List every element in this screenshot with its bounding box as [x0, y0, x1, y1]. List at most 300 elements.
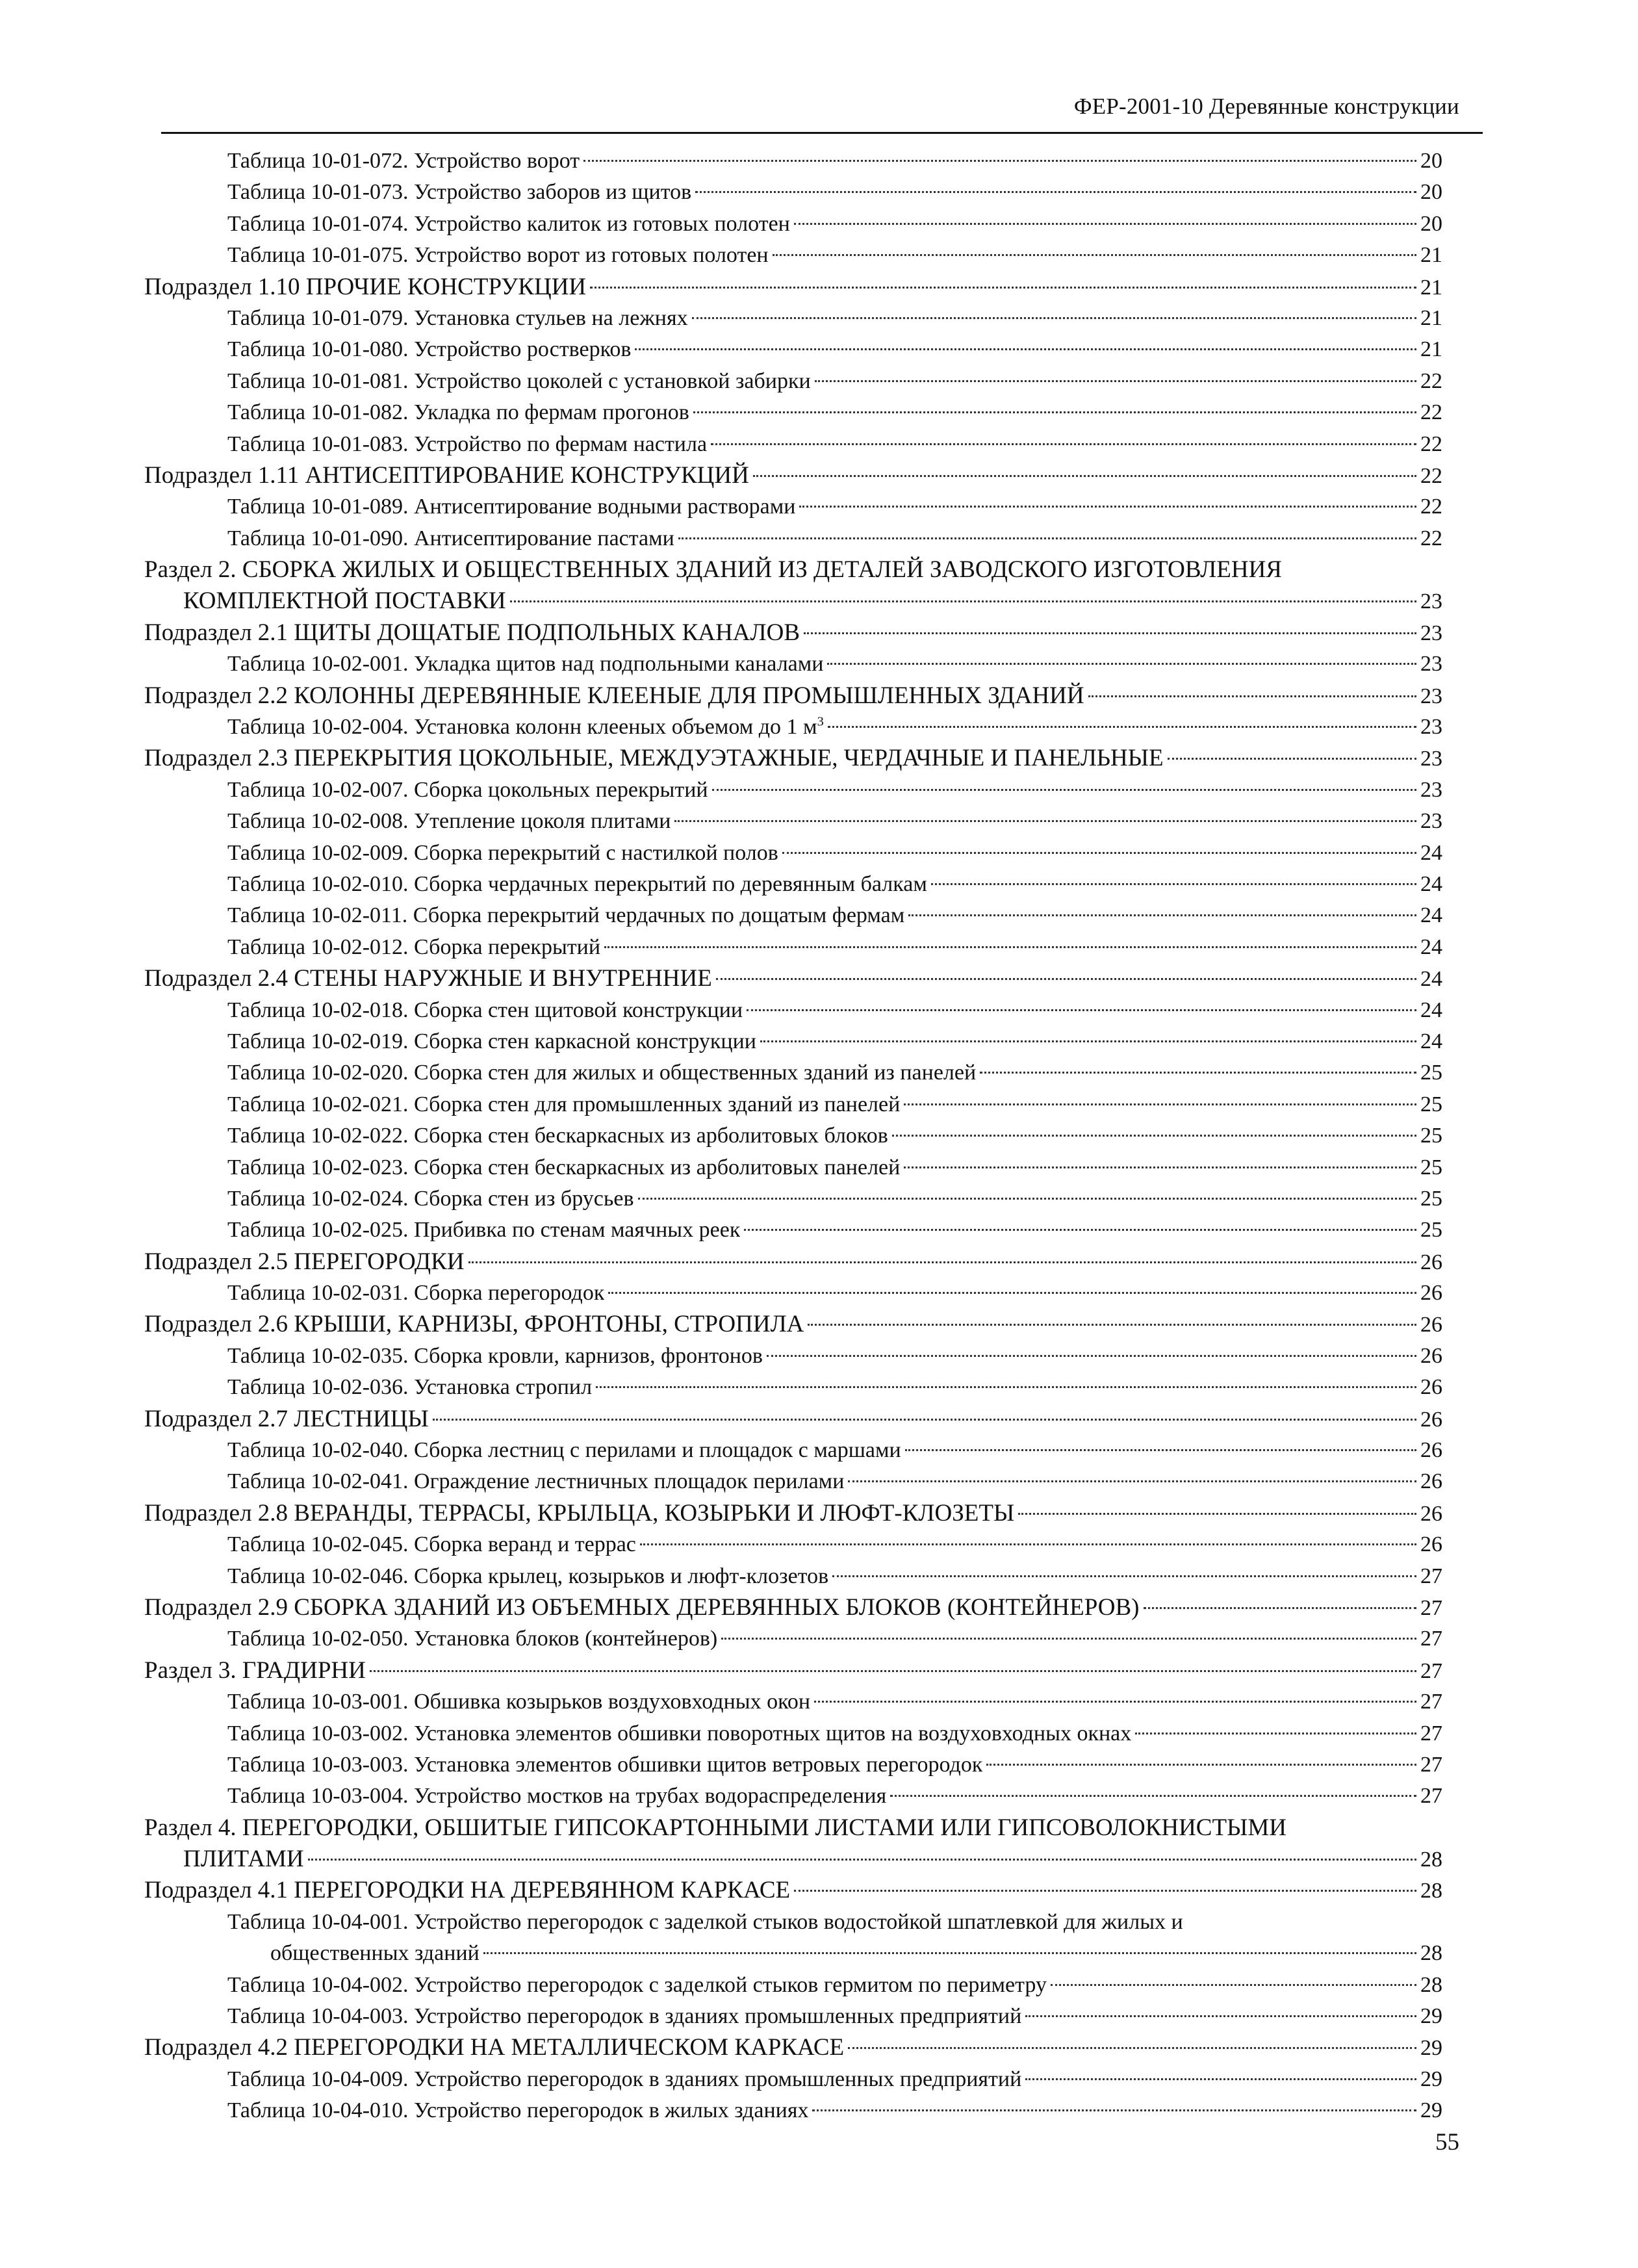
toc-entry-label [144, 460, 749, 491]
toc-dot-leader [1051, 1984, 1416, 1986]
toc-page-number: 27 [1420, 1784, 1442, 1809]
toc-entry-label [227, 1561, 828, 1592]
toc-dot-leader [799, 506, 1416, 508]
toc-entry-text: Подраздел 1.10 ПРОЧИЕ КОНСТРУКЦИИ [144, 273, 587, 300]
toc-page-number: 25 [1420, 1218, 1442, 1243]
toc-entry-label [227, 712, 824, 743]
toc-page-number: 22 [1420, 495, 1442, 519]
toc-table-entry[interactable] [144, 1183, 1442, 1215]
toc-page-number: 24 [1420, 934, 1442, 959]
toc-dot-leader [747, 1009, 1416, 1011]
toc-section-entry[interactable] [144, 586, 1442, 617]
toc-dot-leader [1144, 1607, 1417, 1609]
toc-page-number: 21 [1420, 243, 1442, 268]
toc-entry-text: Таблица 10-04-003. Устройство перегородок в зданиях промышленных предприятий [227, 2004, 1022, 2029]
toc-dot-leader [904, 1103, 1416, 1105]
toc-dot-leader [812, 2109, 1416, 2111]
toc-entry-text: Таблица 10-02-012. Сборка перекрытий [227, 934, 601, 959]
toc-entry-text: Таблица 10-02-004. Установка колонн клееных объемом до 1 м [227, 715, 817, 740]
toc-entry-text: Таблица 10-04-001. Устройство перегородок с заделкой стыков водостойкой шпатлевкой для жилых и [227, 1909, 1183, 1934]
toc-dot-leader [370, 1670, 1416, 1672]
toc-entry-label [183, 586, 506, 617]
toc-section-entry[interactable] [144, 1844, 1442, 1875]
toc-table-entry[interactable] [144, 806, 1442, 837]
toc-entry-label [227, 1529, 636, 1560]
toc-page-number: 29 [1420, 2004, 1442, 2029]
toc-table-entry[interactable] [144, 240, 1442, 271]
toc-table-entry[interactable] [144, 1561, 1442, 1592]
toc-dot-leader [892, 1135, 1416, 1137]
toc-section-entry[interactable] [144, 1309, 1442, 1340]
toc-dot-leader [804, 632, 1416, 634]
toc-entry-text: Подраздел 2.6 КРЫШИ, КАРНИЗЫ, ФРОНТОНЫ, СТРОПИЛА [144, 1311, 804, 1338]
toc-page-number: 25 [1420, 1155, 1442, 1179]
toc-page-number: 22 [1420, 463, 1442, 488]
toc-section-entry[interactable] [144, 1655, 1442, 1686]
toc-entry-text: Подраздел 2.4 СТЕНЫ НАРУЖНЫЕ И ВНУТРЕННИЕ [144, 965, 712, 992]
toc-entry-text: Таблица 10-02-007. Сборка цокольных перекрытий [227, 777, 708, 802]
toc-table-entry[interactable] [144, 397, 1442, 428]
toc-entry-label [227, 649, 823, 680]
toc-entry-text: Таблица 10-01-089. Антисептирование водными растворами [227, 495, 796, 519]
toc-page-number: 20 [1420, 180, 1442, 205]
toc-dot-leader [980, 1072, 1416, 1074]
toc-entry-label [227, 1026, 756, 1057]
toc-entry-label [227, 240, 769, 271]
toc-entry-label [227, 366, 811, 397]
toc-dot-leader [760, 1040, 1416, 1042]
toc-dot-leader [596, 1386, 1416, 1388]
toc-entry-label [227, 1089, 900, 1120]
toc-entry-label [270, 1938, 480, 1969]
toc-entry-text: Таблица 10-03-002. Установка элементов обшивки поворотных щитов на воздуховходных окнах [227, 1721, 1132, 1746]
toc-entry-text: Таблица 10-02-036. Установка стропил [227, 1375, 593, 1400]
toc-table-entry[interactable] [144, 1686, 1442, 1718]
toc-entry-text: Таблица 10-02-020. Сборка стен для жилых и общественных зданий из панелей [227, 1061, 977, 1085]
toc-entry-label [183, 1844, 304, 1875]
toc-section-entry[interactable] [144, 1246, 1442, 1278]
toc-section-entry[interactable] [144, 1875, 1442, 1906]
toc-entry-text: Таблица 10-02-031. Сборка перегородок [227, 1281, 605, 1306]
toc-page-number: 22 [1420, 432, 1442, 456]
toc-dot-leader [590, 287, 1416, 289]
toc-section-entry[interactable] [144, 272, 1442, 303]
toc-table-entry[interactable] [144, 1372, 1442, 1403]
toc-table-entry[interactable] [144, 303, 1442, 334]
toc-entry-text: Таблица 10-02-021. Сборка стен для промышленных зданий из панелей [227, 1092, 901, 1116]
document-title: ФЕР-2001-10 Деревянные конструкции [1073, 94, 1459, 119]
toc-dot-leader [678, 537, 1416, 539]
toc-entry-label [144, 680, 1084, 712]
toc-section-entry[interactable] [144, 554, 1442, 586]
toc-page-number: 25 [1420, 1092, 1442, 1116]
toc-dot-leader [433, 1419, 1416, 1421]
toc-entry-text: Подраздел 2.5 ПЕРЕГОРОДКИ [144, 1248, 465, 1275]
table-of-contents [144, 146, 1442, 2127]
toc-dot-leader [693, 411, 1416, 413]
toc-table-entry[interactable] [144, 491, 1442, 522]
toc-table-entry[interactable] [144, 1466, 1442, 1497]
toc-entry-text: Таблица 10-01-080. Устройство ростверков [227, 337, 632, 362]
toc-entry-text: Таблица 10-04-009. Устройство перегородок в зданиях промышленных предприятий [227, 2067, 1022, 2091]
toc-table-entry[interactable] [144, 1938, 1442, 1969]
toc-table-entry[interactable] [144, 146, 1442, 177]
toc-section-entry[interactable] [144, 1404, 1442, 1435]
toc-table-entry[interactable] [144, 523, 1442, 554]
toc-section-entry[interactable] [144, 963, 1442, 994]
toc-page-number: 21 [1420, 337, 1442, 362]
toc-entry-text: Таблица 10-02-019. Сборка стен каркасной конструкции [227, 1029, 756, 1053]
toc-page-number: 23 [1420, 747, 1442, 771]
toc-entry-text: Таблица 10-01-083. Устройство по фермам настила [227, 432, 708, 456]
toc-dot-leader [483, 1952, 1416, 1954]
toc-entry-text: Таблица 10-01-082. Укладка по фермам прогонов [227, 400, 689, 425]
toc-page-number: 27 [1420, 1627, 1442, 1651]
toc-entry-label [227, 177, 691, 208]
toc-entry-label [144, 2032, 844, 2063]
toc-entry-text: Таблица 10-01-075. Устройство ворот из готовых полотен [227, 243, 769, 268]
toc-page-number: 26 [1420, 1281, 1442, 1306]
toc-table-entry[interactable] [144, 1970, 1442, 2001]
toc-page-number: 26 [1420, 1532, 1442, 1557]
toc-entry-label [144, 1655, 366, 1686]
toc-page-number: 27 [1420, 1690, 1442, 1714]
toc-dot-leader [931, 883, 1416, 885]
toc-entry-label [227, 397, 689, 428]
toc-entry-label [227, 1686, 810, 1718]
toc-entry-text: Таблица 10-01-090. Антисептирование пастами [227, 526, 674, 550]
toc-table-entry[interactable] [144, 1718, 1442, 1749]
toc-table-entry[interactable] [144, 1623, 1442, 1655]
toc-table-entry[interactable] [144, 1435, 1442, 1466]
toc-table-entry[interactable] [144, 2064, 1442, 2095]
toc-entry-label [144, 1309, 804, 1340]
toc-entry-text: Таблица 10-02-010. Сборка чердачных перекрытий по деревянным балкам [227, 871, 927, 896]
toc-entry-text: Таблица 10-02-046. Сборка крылец, козырьков и люфт-клозетов [227, 1564, 829, 1588]
toc-entry-label [227, 1341, 763, 1372]
toc-page-number: 27 [1420, 1564, 1442, 1588]
toc-entry-label [144, 1498, 1014, 1529]
toc-dot-leader [510, 600, 1416, 602]
toc-dot-leader [890, 1795, 1416, 1797]
toc-table-entry[interactable] [144, 2095, 1442, 2126]
toc-page-number: 22 [1420, 526, 1442, 550]
toc-page-number: 24 [1420, 1029, 1442, 1053]
toc-entry-label [227, 2064, 1021, 2095]
toc-page-number: 27 [1420, 1752, 1442, 1777]
toc-dot-leader [712, 789, 1416, 791]
toc-dot-leader [832, 1575, 1416, 1577]
toc-page-number: 25 [1420, 1124, 1442, 1148]
toc-entry-text: Раздел 2. СБОРКА ЖИЛЫХ И ОБЩЕСТВЕННЫХ ЗДАНИЙ ИЗ ДЕТАЛЕЙ ЗАВОДСКОГО ИЗГОТОВЛЕНИЯ [144, 556, 1282, 584]
toc-entry-label [144, 554, 1282, 586]
toc-entry-label [227, 1718, 1131, 1749]
toc-entry-label [144, 1246, 465, 1278]
toc-page-number: 22 [1420, 400, 1442, 425]
toc-section-entry[interactable] [144, 2032, 1442, 2063]
toc-entry-label [227, 1215, 740, 1246]
toc-table-entry[interactable] [144, 1749, 1442, 1781]
toc-entry-text: Таблица 10-03-004. Устройство мостков на трубах водораспределения [227, 1784, 887, 1809]
toc-entry-label [227, 1970, 1047, 2001]
toc-entry-label [227, 775, 708, 806]
toc-page-number: 26 [1420, 1469, 1442, 1494]
toc-table-entry[interactable] [144, 177, 1442, 208]
toc-page-number: 27 [1420, 1658, 1442, 1683]
toc-entry-label [227, 303, 688, 334]
toc-dot-leader [1168, 758, 1416, 760]
toc-entry-text: общественных зданий [270, 1941, 480, 1966]
toc-dot-leader [1135, 1733, 1416, 1734]
toc-entry-text: Таблица 10-02-001. Укладка щитов над подпольными каналами [227, 652, 824, 677]
toc-entry-label [227, 932, 600, 963]
header-rule [161, 132, 1483, 134]
toc-page-number: 25 [1420, 1186, 1442, 1211]
toc-entry-text: Таблица 10-02-022. Сборка стен бескаркасных из арболитовых блоков [227, 1124, 888, 1148]
toc-entry-text: Подраздел 1.11 АНТИСЕПТИРОВАНИЕ КОНСТРУКЦИЙ [144, 461, 749, 489]
toc-table-entry[interactable] [144, 1215, 1442, 1246]
toc-page-number: 23 [1420, 621, 1442, 645]
toc-entry-label [227, 1183, 634, 1215]
toc-entry-label [144, 1592, 1140, 1623]
toc-entry-label [227, 429, 707, 460]
toc-page-number: 26 [1420, 1501, 1442, 1526]
toc-table-entry[interactable] [144, 838, 1442, 869]
toc-page-number: 26 [1420, 1375, 1442, 1400]
toc-dot-leader [640, 1543, 1416, 1545]
toc-entry-label [227, 2095, 808, 2126]
toc-entry-text: КОМПЛЕКТНОЙ ПОСТАВКИ [183, 587, 506, 615]
toc-entry-text: Таблица 10-02-041. Ограждение лестничных площадок перилами [227, 1469, 845, 1494]
toc-dot-leader [711, 443, 1416, 445]
toc-entry-text: Таблица 10-04-002. Устройство перегородок с заделкой стыков гермитом по периметру [227, 1972, 1047, 1997]
toc-dot-leader [604, 946, 1416, 948]
toc-table-entry[interactable] [144, 775, 1442, 806]
toc-entry-text: Таблица 10-01-081. Устройство цоколей с установкой забирки [227, 368, 811, 393]
toc-page-number: 26 [1420, 1313, 1442, 1337]
toc-entry-label [227, 900, 904, 931]
toc-entry-text: Таблица 10-03-001. Обшивка козырьков воздуховходных окон [227, 1690, 811, 1714]
toc-dot-leader [848, 2047, 1416, 2049]
toc-dot-leader [716, 978, 1416, 980]
toc-section-entry[interactable] [144, 680, 1442, 712]
toc-table-entry[interactable] [144, 2001, 1442, 2032]
toc-entry-label [227, 995, 743, 1026]
toc-entry-label [227, 1749, 982, 1781]
toc-entry-text: Раздел 4. ПЕРЕГОРОДКИ, ОБШИТЫЕ ГИПСОКАРТОННЫМИ ЛИСТАМИ ИЛИ ГИПСОВОЛОКНИСТЫМИ [144, 1814, 1286, 1841]
toc-dot-leader [905, 1449, 1416, 1451]
toc-page-number: 27 [1420, 1721, 1442, 1746]
toc-page-number: 24 [1420, 967, 1442, 992]
toc-entry-label [227, 1466, 844, 1497]
toc-section-entry[interactable] [144, 743, 1442, 774]
toc-dot-leader [1025, 2015, 1416, 2017]
toc-dot-leader [695, 191, 1416, 193]
toc-dot-leader [815, 380, 1416, 382]
toc-entry-label [227, 2001, 1021, 2032]
toc-entry-label [227, 1372, 592, 1403]
toc-page-number: 26 [1420, 1438, 1442, 1463]
toc-entry-text: Раздел 3. ГРАДИРНИ [144, 1656, 366, 1684]
toc-section-entry[interactable] [144, 617, 1442, 649]
toc-page-number: 24 [1420, 998, 1442, 1022]
toc-page-number: 29 [1420, 2036, 1442, 2061]
toc-entry-text: Таблица 10-02-050. Установка блоков (контейнеров) [227, 1627, 718, 1651]
toc-table-entry[interactable] [144, 1152, 1442, 1183]
page-header [161, 92, 1483, 134]
toc-entry-text: Подраздел 4.2 ПЕРЕГОРОДКИ НА МЕТАЛЛИЧЕСКОМ КАРКАСЕ [144, 2034, 845, 2061]
toc-dot-leader [848, 1480, 1416, 1482]
toc-dot-leader [1088, 695, 1416, 697]
toc-dot-leader [904, 1166, 1416, 1168]
toc-page-number: 26 [1420, 1250, 1442, 1274]
toc-entry-text: Таблица 10-02-025. Прибивка по стенам маячных реек [227, 1218, 741, 1243]
toc-entry-label [144, 1812, 1286, 1844]
toc-dot-leader [828, 726, 1416, 728]
toc-section-entry[interactable] [144, 1498, 1442, 1529]
toc-entry-text: Таблица 10-01-074. Устройство калиток из готовых полотен [227, 211, 790, 236]
toc-table-entry[interactable] [144, 429, 1442, 460]
toc-entry-label [144, 963, 712, 994]
toc-dot-leader [608, 1292, 1416, 1294]
toc-entry-label [227, 146, 580, 177]
toc-table-entry[interactable] [144, 900, 1442, 931]
toc-entry-label [227, 1623, 717, 1655]
toc-dot-leader [814, 1701, 1416, 1703]
toc-page-number: 22 [1420, 368, 1442, 393]
toc-table-entry[interactable] [144, 1057, 1442, 1089]
toc-dot-leader [794, 1890, 1416, 1892]
toc-page-number: 29 [1420, 2067, 1442, 2091]
toc-page-number: 24 [1420, 871, 1442, 896]
toc-page-number: 28 [1420, 1879, 1442, 1903]
toc-section-entry[interactable] [144, 1592, 1442, 1623]
toc-entry-label [227, 838, 778, 869]
toc-entry-label [227, 523, 674, 554]
toc-entry-label [227, 1152, 900, 1183]
toc-entry-label [227, 1781, 886, 1812]
toc-table-entry[interactable] [144, 1341, 1442, 1372]
toc-table-entry[interactable] [144, 1529, 1442, 1560]
toc-page-number: 26 [1420, 1343, 1442, 1368]
toc-section-entry[interactable] [144, 1812, 1442, 1844]
toc-page-number: 20 [1420, 211, 1442, 236]
page-number: 55 [1435, 2129, 1459, 2156]
toc-entry-text: Таблица 10-02-011. Сборка перекрытий чердачных по дощатым фермам [227, 903, 905, 928]
toc-page-number: 28 [1420, 1848, 1442, 1872]
toc-page-number: 27 [1420, 1595, 1442, 1620]
toc-page-number: 24 [1420, 903, 1442, 928]
toc-entry-text: Подраздел 2.8 ВЕРАНДЫ, ТЕРРАСЫ, КРЫЛЬЦА, КОЗЫРЬКИ И ЛЮФТ-КЛОЗЕТЫ [144, 1499, 1015, 1527]
toc-table-entry[interactable] [144, 1781, 1442, 1812]
toc-dot-leader [692, 317, 1416, 319]
toc-entry-label [144, 1404, 429, 1435]
toc-entry-label [227, 1278, 604, 1309]
toc-entry-label [227, 869, 927, 900]
toc-table-entry[interactable] [144, 995, 1442, 1026]
toc-entry-text: Таблица 10-01-072. Устройство ворот [227, 149, 580, 173]
toc-dot-leader [753, 475, 1416, 477]
toc-table-entry[interactable] [144, 932, 1442, 963]
toc-entry-text: Подраздел 2.1 ЩИТЫ ДОЩАТЫЕ ПОДПОЛЬНЫХ КАНАЛОВ [144, 619, 800, 646]
toc-entry-label [227, 209, 790, 240]
toc-page-number: 23 [1420, 715, 1442, 740]
toc-entry-text: Таблица 10-02-024. Сборка стен из брусьев [227, 1186, 634, 1211]
toc-table-entry[interactable] [144, 1907, 1442, 1938]
toc-table-entry[interactable] [144, 209, 1442, 240]
toc-entry-text: Таблица 10-02-035. Сборка кровли, карнизов, фронтонов [227, 1343, 763, 1368]
toc-dot-leader [744, 1229, 1416, 1231]
toc-entry-label [227, 806, 671, 837]
toc-table-entry[interactable] [144, 334, 1442, 365]
toc-page-number: 20 [1420, 149, 1442, 173]
toc-entry-text: Таблица 10-04-010. Устройство перегородок в жилых зданиях [227, 2098, 809, 2123]
toc-entry-label [227, 491, 795, 522]
toc-page-number: 21 [1420, 275, 1442, 300]
toc-dot-leader [308, 1859, 1416, 1861]
toc-page-number: 23 [1420, 684, 1442, 708]
toc-entry-text: Подраздел 4.1 ПЕРЕГОРОДКИ НА ДЕРЕВЯННОМ КАРКАСЕ [144, 1877, 791, 1904]
toc-table-entry[interactable] [144, 1026, 1442, 1057]
toc-entry-text: Таблица 10-02-023. Сборка стен бескаркасных из арболитовых панелей [227, 1155, 901, 1179]
toc-entry-label [227, 1907, 1183, 1938]
toc-page-number: 26 [1420, 1407, 1442, 1432]
toc-page-number: 28 [1420, 1972, 1442, 1997]
toc-entry-label [227, 1435, 901, 1466]
toc-dot-leader [782, 852, 1416, 854]
toc-page-number: 23 [1420, 809, 1442, 834]
toc-dot-leader [794, 223, 1416, 225]
toc-entry-text: ПЛИТАМИ [183, 1846, 304, 1873]
toc-dot-leader [908, 914, 1416, 916]
toc-entry-text: Подраздел 2.3 ПЕРЕКРЫТИЯ ЦОКОЛЬНЫЕ, МЕЖДУЭТАЖНЫЕ, ЧЕРДАЧНЫЕ И ПАНЕЛЬНЫЕ [144, 745, 1164, 772]
toc-table-entry[interactable] [144, 1120, 1442, 1152]
toc-page-number: 21 [1420, 305, 1442, 330]
toc-entry-text: Таблица 10-02-045. Сборка веранд и террас [227, 1532, 636, 1557]
toc-dot-leader [468, 1261, 1416, 1263]
toc-entry-text: Таблица 10-02-040. Сборка лестниц с перилами и площадок с маршами [227, 1438, 901, 1463]
toc-entry-text: Подраздел 2.7 ЛЕСТНИЦЫ [144, 1405, 429, 1432]
toc-table-entry[interactable] [144, 1089, 1442, 1120]
toc-page-number: 25 [1420, 1061, 1442, 1085]
toc-table-entry[interactable] [144, 869, 1442, 900]
toc-dot-leader [767, 1355, 1416, 1357]
toc-table-entry[interactable] [144, 649, 1442, 680]
toc-entry-text: Таблица 10-02-018. Сборка стен щитовой конструкции [227, 998, 743, 1022]
toc-section-entry[interactable] [144, 460, 1442, 491]
toc-entry-superscript: 3 [817, 714, 824, 729]
toc-entry-text: Подраздел 2.9 СБОРКА ЗДАНИЙ ИЗ ОБЪЕМНЫХ ДЕРЕВЯННЫХ БЛОКОВ (КОНТЕЙНЕРОВ) [144, 1593, 1140, 1621]
toc-entry-text: Таблица 10-02-009. Сборка перекрытий с настилкой полов [227, 840, 778, 865]
toc-table-entry[interactable] [144, 366, 1442, 397]
toc-entry-text: Таблица 10-03-003. Установка элементов обшивки щитов ветровых перегородок [227, 1752, 983, 1777]
toc-page-number: 23 [1420, 589, 1442, 614]
toc-page-number: 24 [1420, 840, 1442, 865]
toc-entry-label [144, 743, 1164, 774]
toc-table-entry[interactable] [144, 1278, 1442, 1309]
toc-entry-text: Таблица 10-02-008. Утепление цоколя плитами [227, 809, 671, 834]
toc-page-number: 23 [1420, 652, 1442, 677]
toc-table-entry[interactable] [144, 712, 1442, 743]
toc-entry-label [144, 617, 800, 649]
toc-dot-leader [986, 1764, 1416, 1766]
toc-dot-leader [721, 1638, 1416, 1640]
toc-dot-leader [583, 160, 1416, 162]
toc-dot-leader [635, 348, 1416, 350]
toc-dot-leader [773, 254, 1416, 256]
toc-entry-label [144, 1875, 790, 1906]
toc-entry-label [144, 272, 586, 303]
